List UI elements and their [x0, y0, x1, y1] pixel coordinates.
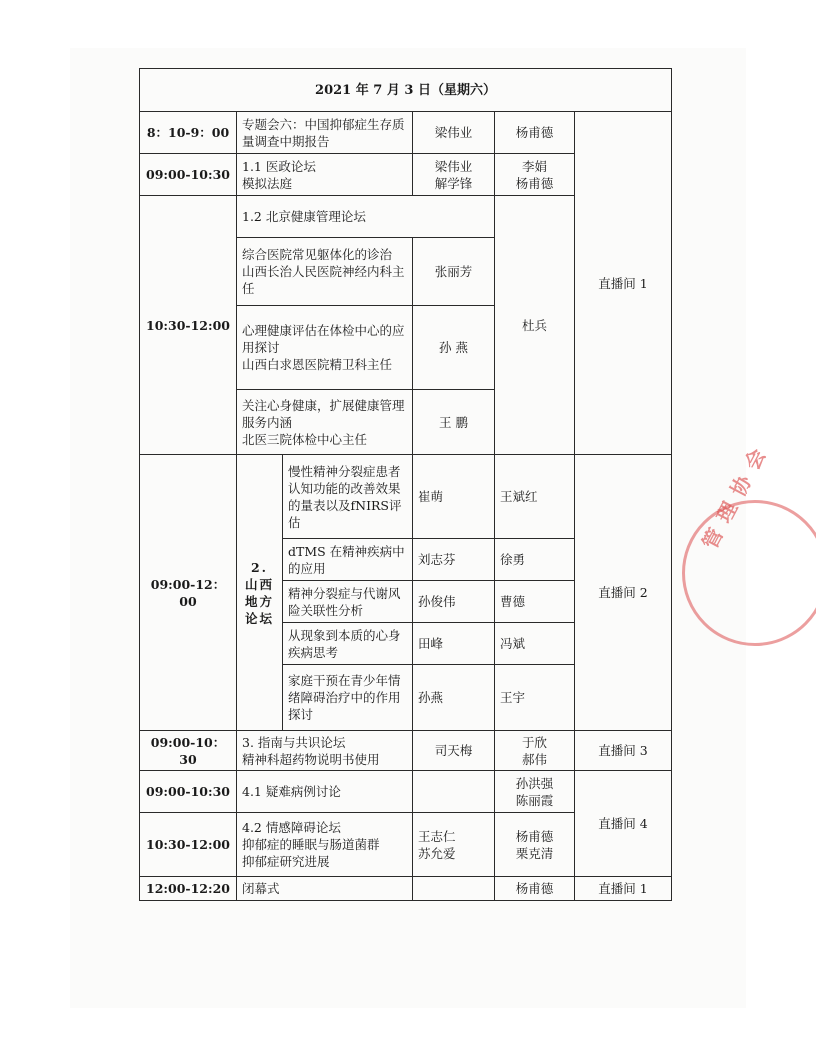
seal-text: 管理协会 — [697, 435, 776, 554]
host-name: 杨甫德 — [515, 828, 554, 844]
speaker-cell: 孙 燕 — [413, 306, 495, 390]
session-title — [237, 154, 413, 196]
host-cell: 杨甫德 — [495, 877, 575, 901]
talk-affiliation: 山西长治人民医院神经内科主任 — [242, 264, 405, 296]
speaker-cell — [413, 877, 495, 901]
speaker-name: 苏允爱 — [418, 845, 456, 861]
speaker-cell: 孙燕 — [413, 665, 495, 731]
talk-title: 精神分裂症与代谢风险关联性分析 — [283, 581, 413, 623]
talk-title: 关注心身健康，扩展健康管理服务内涵 — [242, 397, 405, 430]
host-cell: 王宇 — [495, 665, 575, 731]
speaker-cell: 田峰 — [413, 623, 495, 665]
room-2-cell: 直播间 2 — [575, 455, 672, 731]
schedule-table — [139, 68, 672, 901]
host-cell — [495, 731, 575, 771]
host-cell: 曹德 — [495, 581, 575, 623]
table-row — [140, 771, 672, 813]
speaker-cell: 王 鹏 — [413, 390, 495, 455]
table-row — [140, 455, 672, 539]
session-title: 4.1 疑难病例讨论 — [237, 771, 413, 813]
host-name: 李娟 — [521, 158, 547, 174]
host-name: 陈丽霞 — [515, 792, 554, 808]
host-name: 栗克清 — [515, 845, 554, 861]
room-1-closing-cell: 直播间 1 — [575, 877, 672, 901]
session-subtitle-line: 模拟法庭 — [242, 175, 293, 191]
host-cell: 杨甫德 — [495, 112, 575, 154]
room-1-cell: 直播间 1 — [575, 112, 672, 455]
session-subtitle-line: 抑郁症的睡眠与肠道菌群 — [242, 837, 380, 852]
time-cell: 8：10-9：00 — [140, 112, 237, 154]
speaker-cell: 孙俊伟 — [413, 581, 495, 623]
session-subtitle-line: 精神科超药物说明书使用 — [242, 751, 380, 767]
room-4-cell: 直播间 4 — [575, 771, 672, 877]
speaker-name: 解学锋 — [434, 175, 473, 191]
talk-affiliation: 北医三院体检中心主任 — [242, 431, 368, 447]
talk-title: 从现象到本质的心身疾病思考 — [283, 623, 413, 665]
talk-title: 慢性精神分裂症患者认知功能的改善效果的量表以及fNIRS评估 — [283, 455, 413, 539]
table-row — [140, 112, 672, 154]
talk-cell — [237, 238, 413, 306]
talk-title: 家庭干预在青少年情绪障碍治疗中的作用探讨 — [283, 665, 413, 731]
official-seal — [682, 500, 816, 646]
time-cell: 10:30-12:00 — [140, 196, 237, 455]
session-title: 专题会六：中国抑郁症生存质量调查中期报告 — [237, 112, 413, 154]
speaker-cell: 崔萌 — [413, 455, 495, 539]
session-title — [237, 731, 413, 771]
talk-title: 心理健康评估在体检中心的应用探讨 — [242, 323, 405, 355]
session-subtitle-line: 抑郁症研究进展 — [242, 854, 330, 869]
host-name: 郝伟 — [521, 751, 547, 767]
speaker-cell — [413, 813, 495, 877]
talk-cell — [237, 306, 413, 390]
time-cell: 09:00-12：00 — [140, 455, 237, 731]
time-cell: 09:00-10：30 — [140, 731, 237, 771]
talk-title: 综合医院常见躯体化的诊治 — [242, 247, 393, 262]
header-row — [140, 69, 672, 112]
host-cell — [495, 813, 575, 877]
table-row — [140, 731, 672, 771]
talk-title: dTMS 在精神疾病中的应用 — [283, 539, 413, 581]
session-title-line: 1.1 医政论坛 — [242, 158, 316, 174]
talk-cell — [237, 390, 413, 455]
session-title: 1.2 北京健康管理论坛 — [237, 196, 495, 238]
host-cell — [495, 771, 575, 813]
time-cell: 10:30-12:00 — [140, 813, 237, 877]
host-cell — [495, 154, 575, 196]
speaker-name: 王志仁 — [418, 828, 456, 844]
speaker-cell: 刘志芬 — [413, 539, 495, 581]
host-cell: 王斌红 — [495, 455, 575, 539]
speaker-cell: 司天梅 — [413, 731, 495, 771]
host-name: 杨甫德 — [515, 175, 554, 191]
date-header: 2021 年 7 月 3 日（星期六） — [140, 69, 672, 112]
room-3-cell: 直播间 3 — [575, 731, 672, 771]
forum-label: 2. 山西地方论坛 — [237, 455, 283, 731]
host-cell: 徐勇 — [495, 539, 575, 581]
time-cell: 09:00-10:30 — [140, 154, 237, 196]
session-title-line: 4.2 情感障碍论坛 — [242, 820, 341, 835]
speaker-cell: 梁伟业 — [413, 112, 495, 154]
table-row — [140, 877, 672, 901]
host-cell: 杜兵 — [495, 196, 575, 455]
time-cell: 09:00-10:30 — [140, 771, 237, 813]
host-cell: 冯斌 — [495, 623, 575, 665]
speaker-cell — [413, 771, 495, 813]
speaker-name: 梁伟业 — [434, 158, 473, 174]
speaker-cell: 张丽芳 — [413, 238, 495, 306]
time-cell: 12:00-12:20 — [140, 877, 237, 901]
host-name: 孙洪强 — [515, 775, 554, 791]
talk-affiliation: 山西白求恩医院精卫科主任 — [242, 357, 393, 372]
session-title: 闭幕式 — [237, 877, 413, 901]
host-name: 于欣 — [521, 734, 547, 750]
session-title-line: 3. 指南与共识论坛 — [242, 734, 346, 750]
session-title — [237, 813, 413, 877]
speaker-cell — [413, 154, 495, 196]
